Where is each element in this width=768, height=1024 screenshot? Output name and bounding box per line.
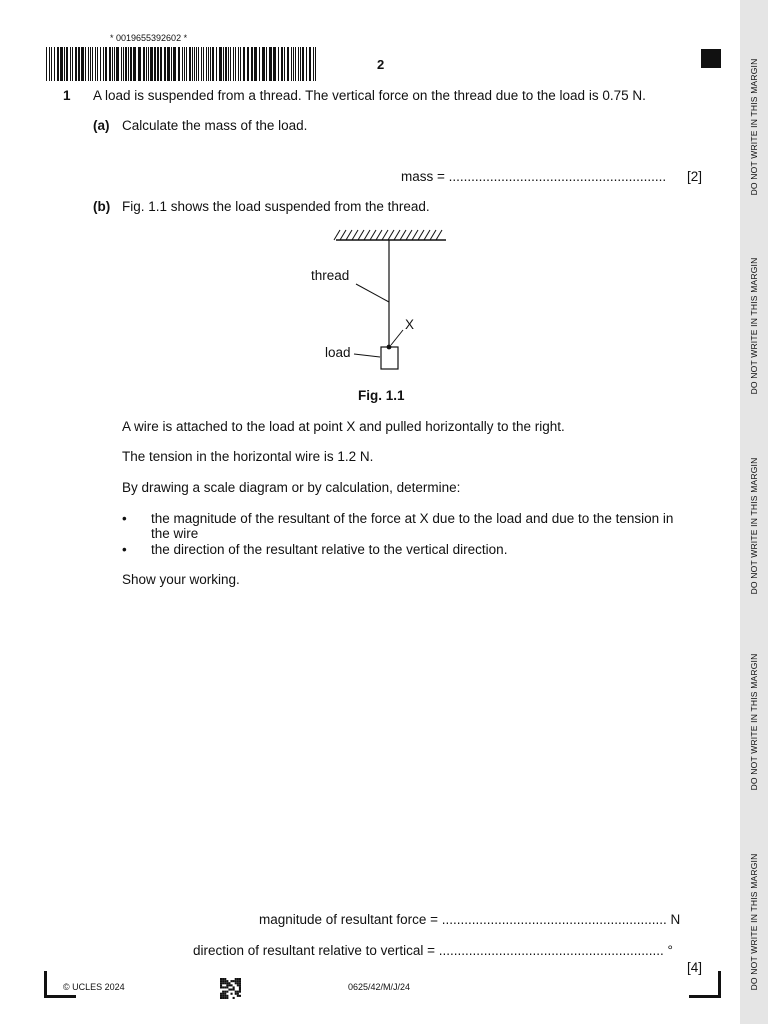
bullet-1-line-1: the magnitude of the resultant of the force at X due to the load and due to the tension in	[151, 511, 674, 526]
question-stem: A load is suspended from a thread. The vertical force on the thread due to the load is 0.75 N.	[93, 88, 646, 103]
part-b-text: Fig. 1.1 shows the load suspended from the thread.	[122, 199, 430, 214]
part-b-label: (b)	[93, 199, 111, 214]
corner-mark-right	[689, 995, 721, 998]
mass-answer-line[interactable]	[401, 169, 666, 184]
magnitude-answer-label: magnitude of resultant force =	[259, 912, 442, 927]
direction-answer-line[interactable]	[193, 943, 673, 958]
corner-mark-left	[44, 995, 76, 998]
figure-label-load: load	[325, 345, 351, 360]
show-working-instruction: Show your working.	[122, 572, 240, 587]
question-number: 1	[63, 88, 71, 103]
paragraph-wire: A wire is attached to the load at point X and pulled horizontally to the right.	[122, 419, 565, 434]
paper-code: 0625/42/M/J/24	[348, 982, 411, 992]
direction-answer-label: direction of resultant relative to vertical =	[193, 943, 439, 958]
x-label-pointer	[391, 330, 403, 345]
barcode-number: * 0019655392602 *	[110, 33, 188, 43]
bullet-marker: •	[122, 542, 127, 557]
magnitude-unit: N	[666, 912, 681, 927]
bullet-2: the direction of the resultant relative to the vertical direction.	[151, 542, 508, 557]
magnitude-answer-line[interactable]	[259, 912, 680, 927]
part-a-text: Calculate the mass of the load.	[122, 118, 308, 133]
corner-mark-left	[44, 971, 47, 998]
qr-code-image	[220, 978, 241, 999]
corner-mark-right	[718, 971, 721, 998]
part-a-label: (a)	[93, 118, 110, 133]
figure-label-x: X	[405, 317, 415, 332]
paragraph-determine: By drawing a scale diagram or by calculation, determine:	[122, 480, 461, 495]
mass-answer-label: mass =	[401, 169, 449, 184]
thread-label-pointer	[356, 284, 389, 302]
direction-answer-dots: ............................................................	[438, 943, 664, 958]
part-b-marks: [4]	[687, 960, 703, 975]
barcode-image	[46, 47, 320, 81]
figure-caption: Fig. 1.1	[358, 388, 405, 403]
direction-unit: °	[663, 943, 673, 958]
part-a-marks: [2]	[687, 169, 703, 184]
point-x-marker	[387, 345, 392, 350]
bullet-1-line-2: the wire	[151, 526, 199, 541]
figure-label-thread: thread	[311, 268, 350, 283]
figure-diagram	[300, 222, 460, 377]
copyright: © UCLES 2024	[63, 982, 125, 992]
load-label-pointer	[354, 354, 380, 357]
registration-mark	[701, 49, 721, 68]
paragraph-tension: The tension in the horizontal wire is 1.2 N.	[122, 449, 374, 464]
magnitude-answer-dots: ............................................................	[441, 912, 667, 927]
ceiling-support	[334, 230, 446, 240]
mass-answer-dots: ..........................................................	[448, 169, 667, 184]
load-block	[381, 347, 398, 369]
bullet-marker: •	[122, 511, 127, 526]
page-number: 2	[377, 57, 385, 72]
